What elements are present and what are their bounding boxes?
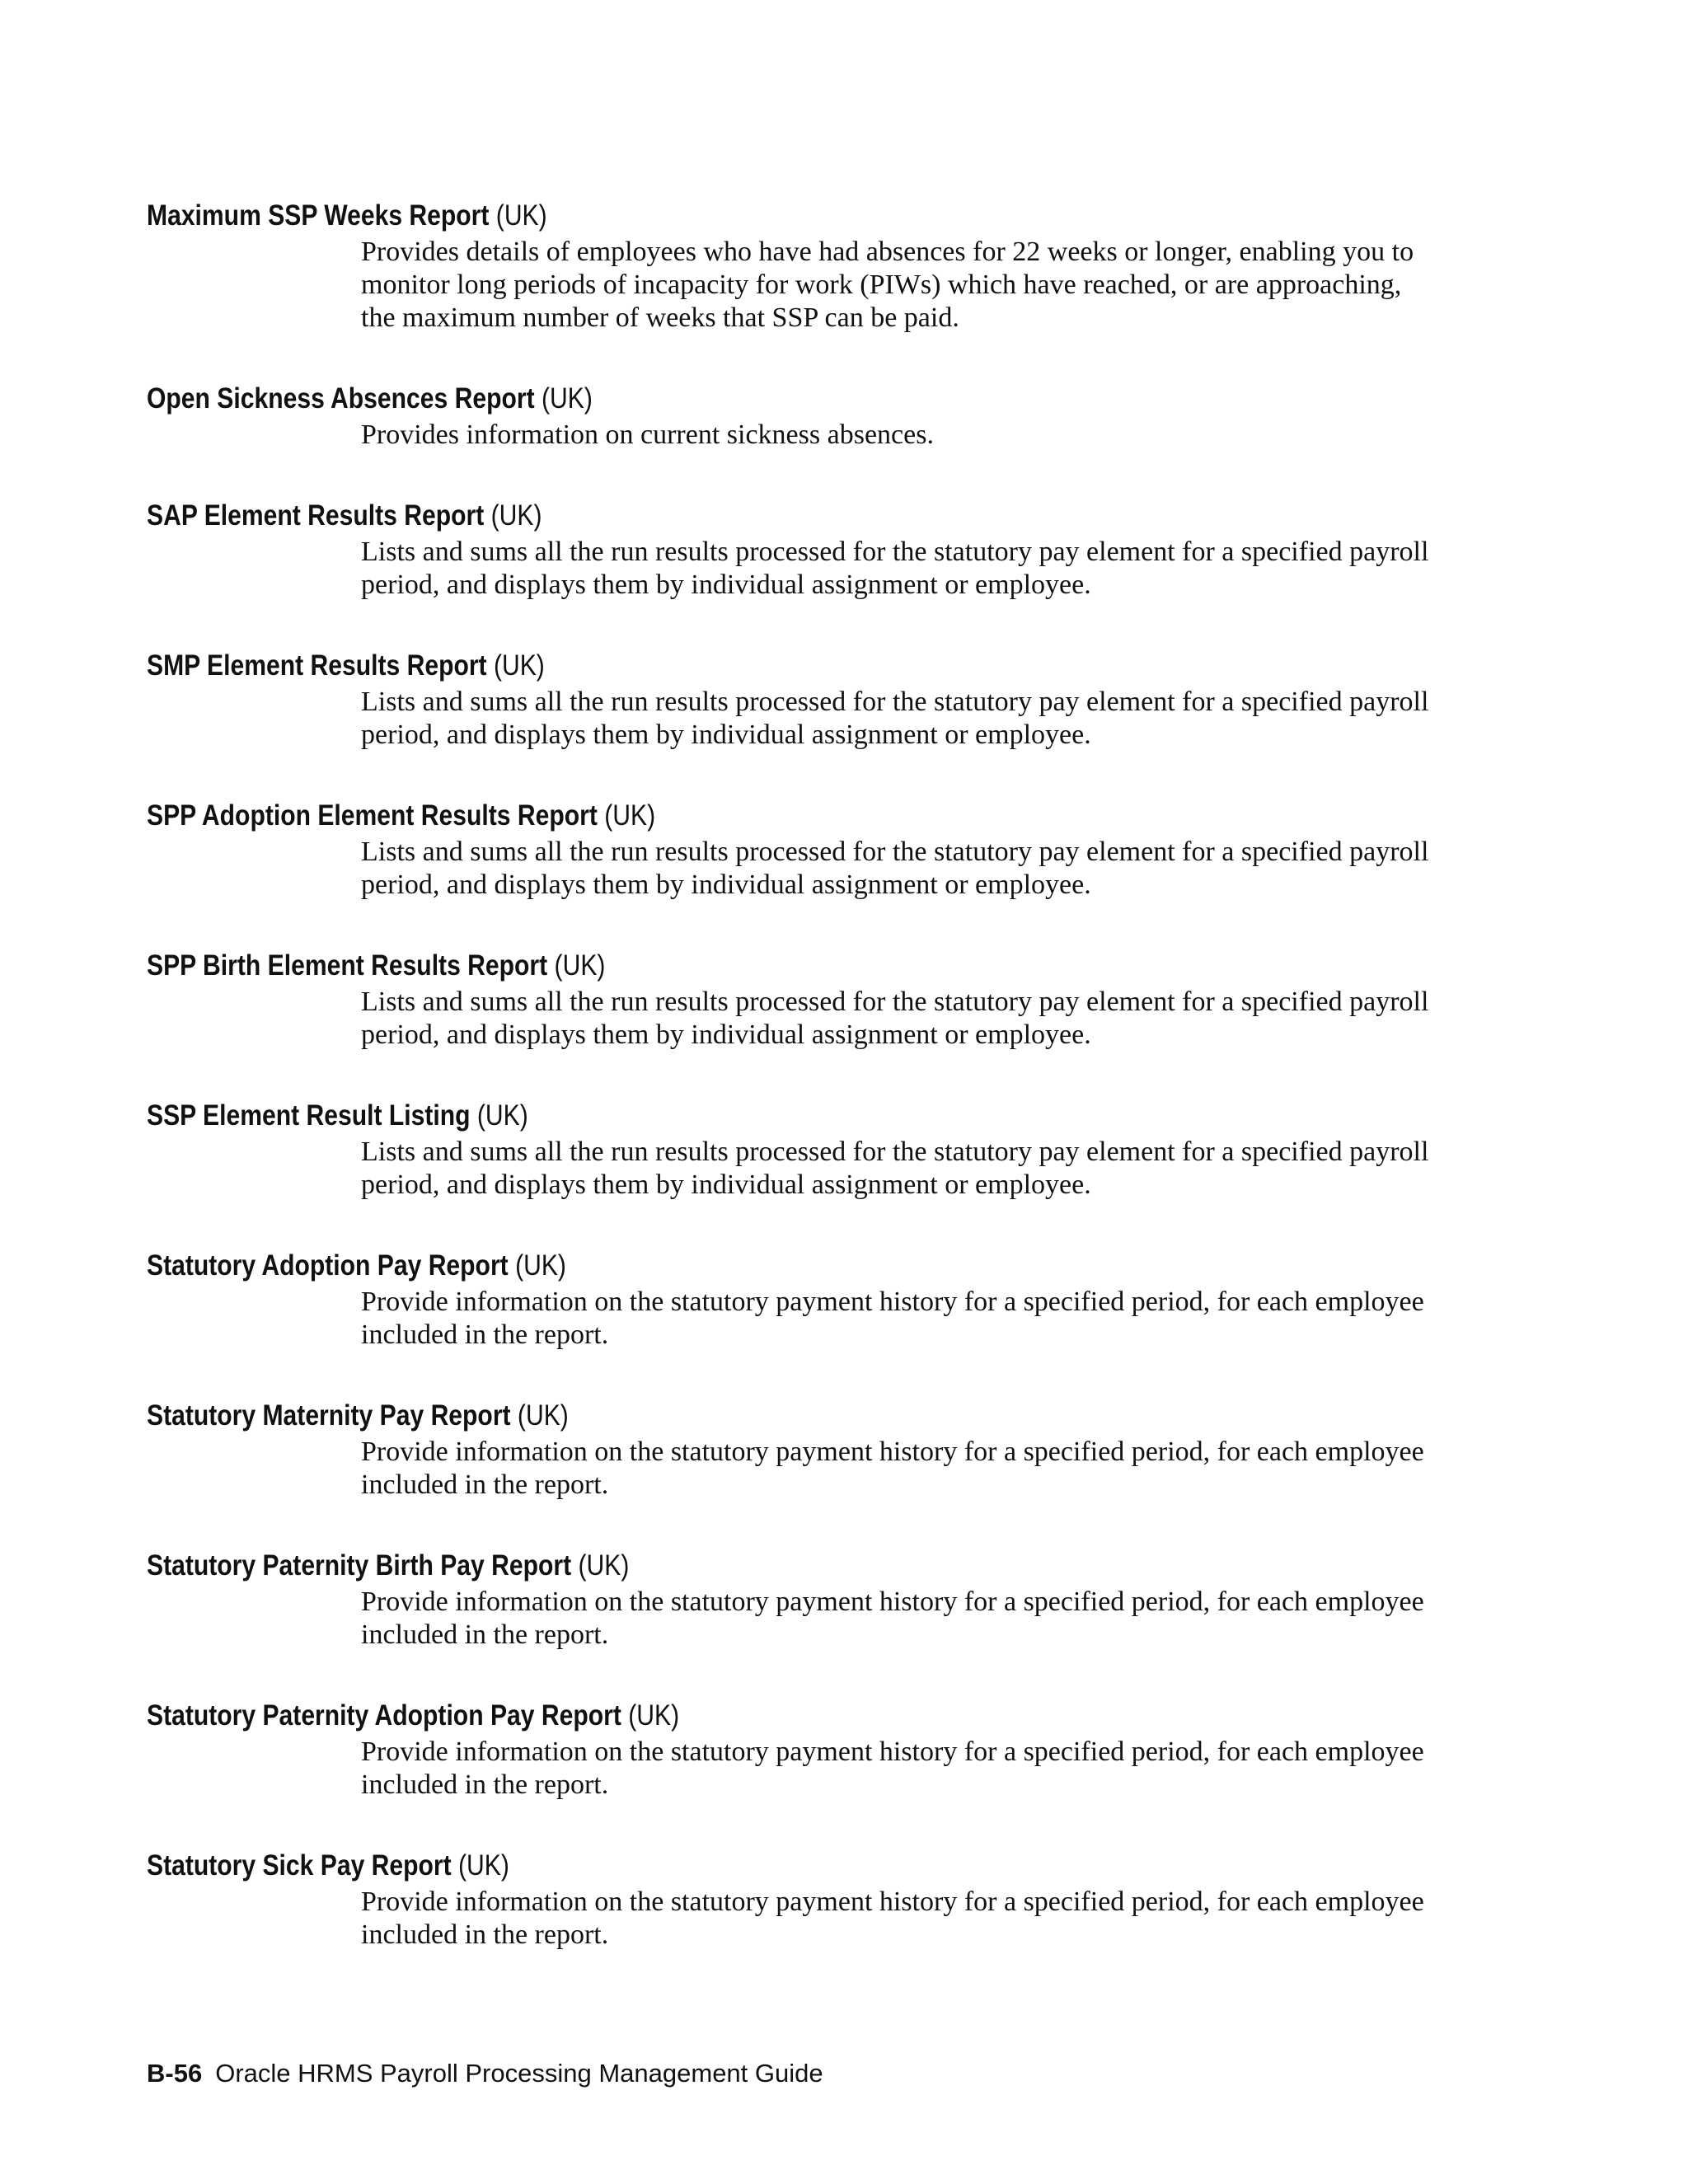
report-description: Provide information on the statutory payment history for a specified period, for each employee included in the report. <box>361 1586 1424 1650</box>
report-locale-tag: (UK) <box>515 1249 566 1282</box>
report-description: Provide information on the statutory payment history for a specified period, for each employee included in the report. <box>361 1736 1424 1800</box>
page-number: B-56 <box>147 2059 203 2088</box>
report-description: Provide information on the statutory payment history for a specified period, for each employee included in the report. <box>361 1286 1424 1350</box>
report-description: Lists and sums all the run results processed for the statutory pay element for a specified payroll period, and displays them by individual assignment or employee. <box>361 687 1429 750</box>
report-title <box>147 1548 1253 1584</box>
report-locale-tag: (UK) <box>490 499 542 532</box>
report-locale-tag: (UK) <box>493 649 545 682</box>
report-locale-tag: (UK) <box>476 1099 528 1132</box>
report-locale-tag: (UK) <box>578 1549 630 1582</box>
report-title <box>147 1248 1253 1284</box>
report-locale-tag: (UK) <box>495 199 547 232</box>
report-name: SPP Birth Element Results Report <box>147 949 548 982</box>
report-locale-tag: (UK) <box>604 799 656 832</box>
report-title <box>147 1698 1253 1734</box>
report-description: Provides details of employees who have had absences for 22 weeks or longer, enabling you to monitor long periods of incapacity for work (PIWs) which have reached, or are approaching, the maximum number of weeks that SSP can be paid. <box>361 237 1414 333</box>
report-name: Statutory Adoption Pay Report <box>147 1249 509 1282</box>
report-name: SAP Element Results Report <box>147 499 485 532</box>
report-entry <box>147 1548 1432 1652</box>
page-footer <box>147 2057 823 2090</box>
report-entry <box>147 948 1432 1052</box>
report-name: Statutory Paternity Birth Pay Report <box>147 1549 572 1582</box>
report-entry <box>147 1098 1432 1202</box>
report-locale-tag: (UK) <box>541 382 593 415</box>
report-title <box>147 1098 1253 1134</box>
report-title <box>147 381 1253 417</box>
report-title <box>147 1848 1253 1884</box>
guide-title: Oracle HRMS Payroll Processing Management Guide <box>215 2059 823 2088</box>
report-locale-tag: (UK) <box>517 1399 569 1432</box>
report-name: Open Sickness Absences Report <box>147 382 535 415</box>
report-entry <box>147 1248 1432 1352</box>
report-entry <box>147 381 1432 452</box>
report-name: Maximum SSP Weeks Report <box>147 199 490 232</box>
report-entry <box>147 1398 1432 1502</box>
report-locale-tag: (UK) <box>458 1849 509 1882</box>
report-title <box>147 648 1253 684</box>
report-entry <box>147 1848 1432 1952</box>
report-name: Statutory Paternity Adoption Pay Report <box>147 1699 621 1732</box>
report-name: SPP Adoption Element Results Report <box>147 799 598 832</box>
report-entry <box>147 498 1432 602</box>
report-list <box>147 198 1432 1998</box>
report-locale-tag: (UK) <box>628 1699 680 1732</box>
report-entry <box>147 198 1432 335</box>
report-name: SSP Element Result Listing <box>147 1099 471 1132</box>
report-description: Provides information on current sickness absences. <box>361 419 934 450</box>
report-title <box>147 198 1253 234</box>
report-entry <box>147 648 1432 752</box>
report-entry <box>147 798 1432 902</box>
report-name: Statutory Sick Pay Report <box>147 1849 452 1882</box>
report-description: Lists and sums all the run results processed for the statutory pay element for a specified payroll period, and displays them by individual assignment or employee. <box>361 837 1429 900</box>
report-title <box>147 498 1253 534</box>
report-locale-tag: (UK) <box>554 949 606 982</box>
report-entry <box>147 1698 1432 1802</box>
report-description: Lists and sums all the run results processed for the statutory pay element for a specified payroll period, and displays them by individual assignment or employee. <box>361 1137 1429 1200</box>
report-description: Lists and sums all the run results processed for the statutory pay element for a specified payroll period, and displays them by individual assignment or employee. <box>361 987 1429 1050</box>
report-name: SMP Element Results Report <box>147 649 487 682</box>
report-name: Statutory Maternity Pay Report <box>147 1399 511 1432</box>
report-title <box>147 948 1253 984</box>
report-title <box>147 798 1253 834</box>
report-title <box>147 1398 1253 1434</box>
report-description: Provide information on the statutory payment history for a specified period, for each employee included in the report. <box>361 1886 1424 1950</box>
report-description: Provide information on the statutory payment history for a specified period, for each employee included in the report. <box>361 1436 1424 1500</box>
report-description: Lists and sums all the run results processed for the statutory pay element for a specified payroll period, and displays them by individual assignment or employee. <box>361 537 1429 600</box>
